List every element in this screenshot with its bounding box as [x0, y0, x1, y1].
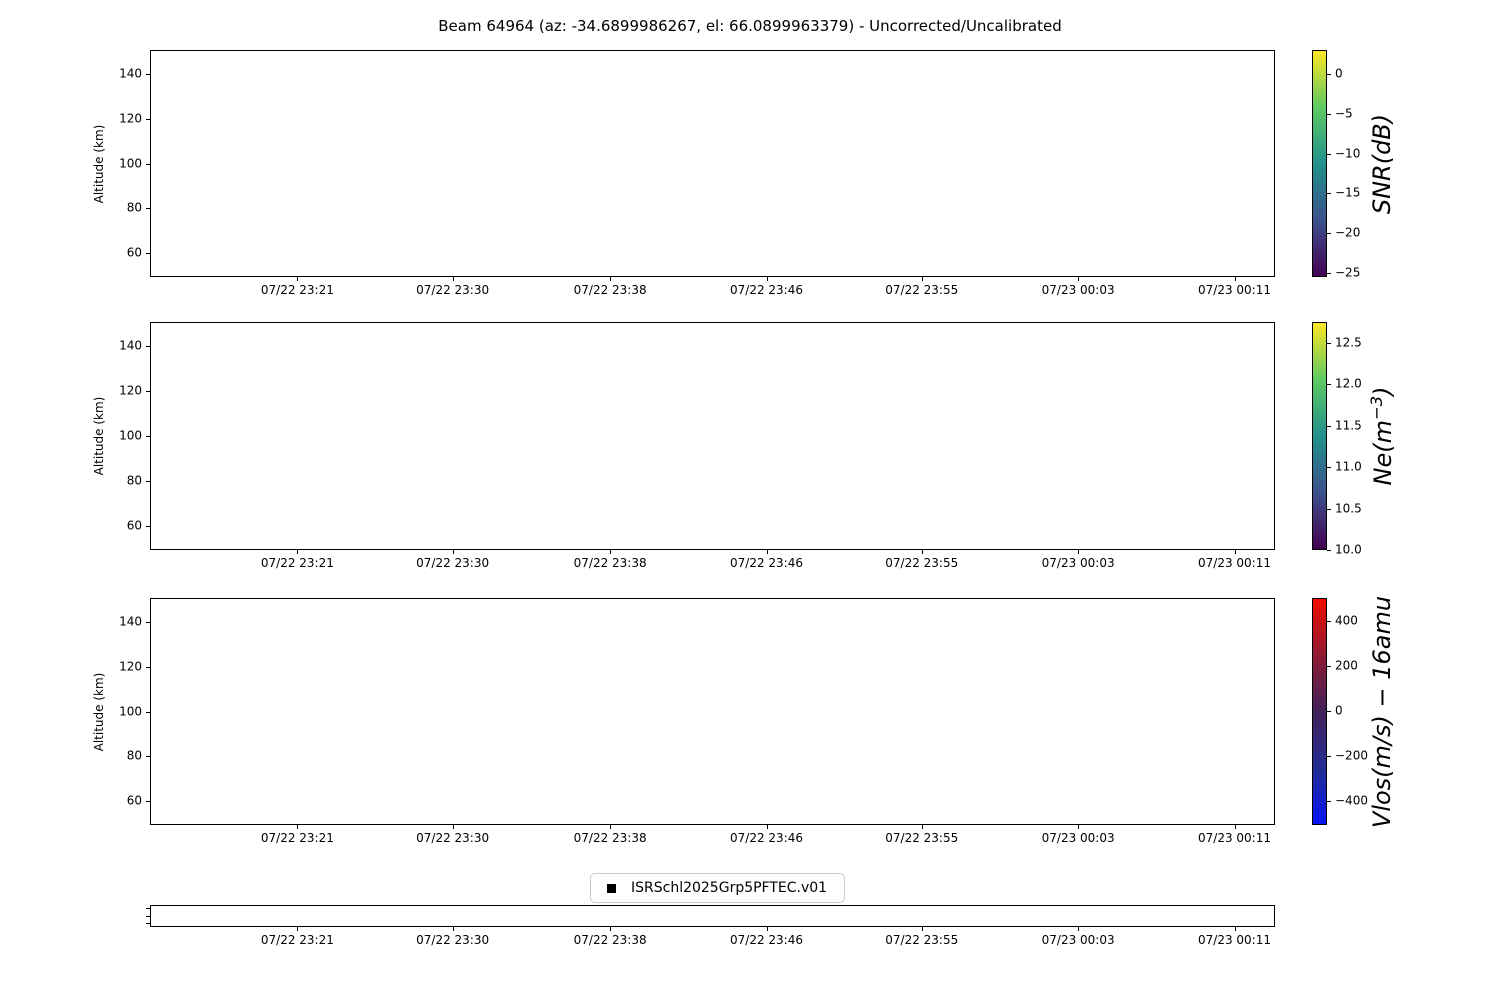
- colorbar-tick-label: −25: [1335, 265, 1361, 280]
- colorbar-tick-label: 0: [1335, 703, 1343, 718]
- y-tick-label: 80: [126, 473, 142, 488]
- legend-label: ISRSchl2025Grp5PFTEC.v01: [631, 880, 828, 896]
- x-tick: [1235, 277, 1236, 281]
- x-tick-label: 07/22 23:38: [573, 556, 647, 570]
- y-axis-label: Altitude (km): [92, 124, 106, 203]
- colorbar-title: [1368, 113, 1396, 213]
- y-tick: [146, 164, 150, 165]
- colorbar-tick: [1327, 426, 1331, 427]
- x-tick: [1078, 277, 1079, 281]
- y-tick-label: 120: [119, 110, 142, 125]
- x-tick: [453, 825, 454, 829]
- x-tick: [767, 927, 768, 931]
- y-tick: [146, 712, 150, 713]
- x-tick-label: 07/22 23:46: [730, 933, 803, 947]
- y-tick-label: 100: [119, 428, 142, 443]
- y-tick: [146, 923, 150, 924]
- y-tick-label: 140: [119, 613, 142, 628]
- x-tick-label: 07/22 23:38: [573, 933, 647, 947]
- x-tick-label: 07/23 00:03: [1041, 933, 1115, 947]
- colorbar-tick: [1327, 114, 1331, 115]
- x-tick-label: 07/22 23:38: [573, 283, 647, 297]
- x-tick-label: 07/22 23:46: [730, 283, 803, 297]
- ne-panel: [92, 322, 1275, 570]
- x-tick-label: 07/22 23:21: [260, 933, 334, 947]
- x-tick-label: 07/22 23:21: [260, 283, 334, 297]
- colorbar-gradient: [1312, 598, 1327, 825]
- legend: [590, 873, 845, 903]
- colorbar-tick: [1327, 711, 1331, 712]
- colorbar-gradient: [1312, 322, 1327, 550]
- y-tick: [146, 436, 150, 437]
- y-tick-label: 100: [119, 703, 142, 718]
- colorbar-tick: [1327, 384, 1331, 385]
- y-tick-label: 60: [126, 245, 142, 260]
- y-tick-label: 140: [119, 65, 142, 80]
- colorbar-tick: [1327, 801, 1331, 802]
- colorbar-tick-label: 11.5: [1335, 417, 1362, 432]
- x-tick: [453, 550, 454, 554]
- y-tick-label: 140: [119, 337, 142, 352]
- snr-panel: [92, 50, 1275, 297]
- colorbar-tick-label: −10: [1335, 145, 1361, 160]
- y-axis-label: Altitude (km): [92, 396, 106, 476]
- x-tick: [610, 277, 611, 281]
- y-tick: [146, 526, 150, 527]
- x-tick-label: 07/22 23:55: [885, 556, 959, 570]
- y-tick: [146, 74, 150, 75]
- colorbar-tick: [1327, 193, 1331, 194]
- snr-colorbar: [1312, 50, 1396, 280]
- y-tick: [146, 622, 150, 623]
- x-tick-label: 07/23 00:11: [1198, 556, 1271, 570]
- y-tick: [146, 908, 150, 909]
- colorbar-tick: [1327, 550, 1331, 551]
- x-tick-label: 07/22 23:30: [416, 933, 490, 947]
- x-tick: [297, 277, 298, 281]
- x-tick: [767, 825, 768, 829]
- x-tick-label: 07/22 23:55: [885, 283, 959, 297]
- x-tick: [1078, 927, 1079, 931]
- x-tick: [297, 927, 298, 931]
- colorbar-tick-label: −15: [1335, 185, 1361, 200]
- colorbar-tick: [1327, 756, 1331, 757]
- x-tick-label: 07/22 23:55: [885, 933, 959, 947]
- colorbar-tick-label: 12.5: [1335, 335, 1362, 350]
- colorbar-title-text: SNR(dB): [1368, 113, 1396, 214]
- colorbar-tick: [1327, 621, 1331, 622]
- colorbar-tick: [1327, 74, 1331, 75]
- colorbar-tick-label: −200: [1335, 748, 1368, 763]
- y-tick: [146, 756, 150, 757]
- plot-area: [150, 598, 1275, 825]
- colorbar-tick-label: 400: [1335, 612, 1358, 627]
- x-tick: [610, 825, 611, 829]
- x-tick-label: 07/23 00:11: [1198, 283, 1271, 297]
- x-tick: [922, 277, 923, 281]
- x-tick: [1078, 550, 1079, 554]
- x-tick-label: 07/22 23:46: [730, 831, 803, 845]
- y-tick-label: 60: [126, 793, 142, 808]
- colorbar-tick-label: −5: [1335, 106, 1353, 121]
- y-tick: [146, 119, 150, 120]
- colorbar-tick: [1327, 343, 1331, 344]
- y-tick-label: 80: [126, 748, 142, 763]
- y-tick-label: 80: [126, 200, 142, 215]
- legend-square-marker-icon: [607, 884, 616, 893]
- colorbar-tick-label: 10.5: [1335, 500, 1362, 515]
- colorbar-tick: [1327, 666, 1331, 667]
- x-tick: [1078, 825, 1079, 829]
- colorbar-tick-label: 10.0: [1335, 542, 1362, 557]
- vlos-colorbar: [1312, 595, 1396, 828]
- colorbar-tick: [1327, 154, 1331, 155]
- y-tick: [146, 253, 150, 254]
- colorbar-tick: [1327, 467, 1331, 468]
- tec-timeline-panel: [150, 905, 1275, 947]
- x-tick: [297, 550, 298, 554]
- colorbar-tick-label: 12.0: [1335, 376, 1362, 391]
- y-tick: [146, 346, 150, 347]
- y-tick-label: 60: [126, 518, 142, 533]
- x-tick-label: 07/22 23:21: [260, 831, 334, 845]
- x-tick: [767, 550, 768, 554]
- x-tick-label: 07/23 00:11: [1198, 933, 1271, 947]
- y-tick: [146, 208, 150, 209]
- y-axis-label: Altitude (km): [92, 672, 106, 751]
- plot-area: [150, 905, 1275, 927]
- x-tick-label: 07/23 00:11: [1198, 831, 1271, 845]
- x-tick: [1235, 927, 1236, 931]
- colorbar-title-superscript: −3: [1367, 395, 1386, 420]
- y-tick: [146, 391, 150, 392]
- y-tick: [146, 667, 150, 668]
- y-tick-label: 120: [119, 658, 142, 673]
- x-tick: [1235, 550, 1236, 554]
- ne-colorbar: [1312, 322, 1397, 557]
- x-tick: [610, 927, 611, 931]
- colorbar-tick: [1327, 273, 1331, 274]
- x-tick: [453, 927, 454, 931]
- x-tick: [767, 277, 768, 281]
- y-tick-label: 100: [119, 155, 142, 170]
- x-tick-label: 07/22 23:55: [885, 831, 959, 845]
- x-tick-label: 07/22 23:30: [416, 831, 490, 845]
- y-tick: [146, 916, 150, 917]
- colorbar-tick-label: −20: [1335, 225, 1361, 240]
- y-tick-label: 120: [119, 383, 142, 398]
- x-tick-label: 07/23 00:03: [1041, 556, 1115, 570]
- colorbar-title-text: Ne(m: [1369, 419, 1397, 486]
- x-tick-label: 07/22 23:30: [416, 556, 490, 570]
- x-tick-label: 07/23 00:03: [1041, 831, 1115, 845]
- colorbar-tick-label: 11.0: [1335, 459, 1362, 474]
- x-tick: [922, 927, 923, 931]
- x-tick-label: 07/23 00:03: [1041, 283, 1115, 297]
- colorbar-tick-label: 200: [1335, 658, 1358, 673]
- y-tick: [146, 801, 150, 802]
- colorbar-tick-label: −400: [1335, 793, 1368, 808]
- colorbar-title: [1368, 595, 1396, 827]
- x-tick-label: 07/22 23:30: [416, 283, 490, 297]
- colorbar-title: [1367, 387, 1397, 486]
- plot-area: [150, 322, 1275, 550]
- x-tick: [922, 550, 923, 554]
- colorbar-title-text: Vlos(m/s) − 16amu: [1368, 595, 1396, 828]
- colorbar-tick: [1327, 233, 1331, 234]
- x-tick: [453, 277, 454, 281]
- y-tick: [146, 481, 150, 482]
- x-tick-label: 07/22 23:21: [260, 556, 334, 570]
- colorbar-gradient: [1312, 50, 1327, 277]
- colorbar-tick: [1327, 509, 1331, 510]
- colorbar-tick-label: 0: [1335, 66, 1343, 81]
- x-tick: [610, 550, 611, 554]
- plot-area: [150, 50, 1275, 277]
- vlos-panel: [92, 598, 1275, 845]
- colorbar-title-text: ): [1369, 386, 1397, 396]
- x-tick-label: 07/22 23:38: [573, 831, 647, 845]
- figure-title: Beam 64964 (az: -34.6899986267, el: 66.0899963379) - Uncorrected/Uncalibrated: [438, 17, 1062, 35]
- x-tick: [1235, 825, 1236, 829]
- x-tick-label: 07/22 23:46: [730, 556, 803, 570]
- x-tick: [922, 825, 923, 829]
- x-tick: [297, 825, 298, 829]
